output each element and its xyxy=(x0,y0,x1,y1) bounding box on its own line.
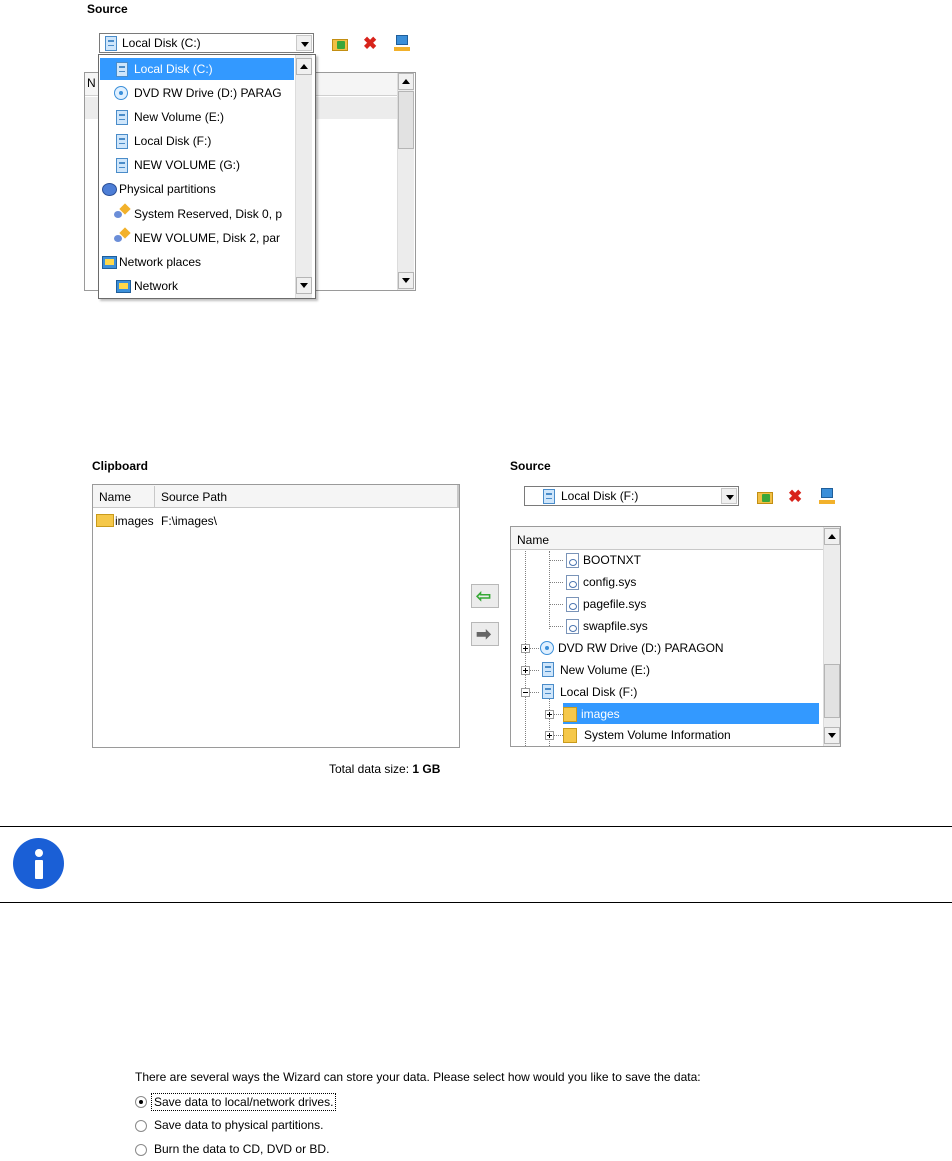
dropdown-item-label: Physical partitions xyxy=(119,182,216,196)
folder-icon xyxy=(563,728,577,743)
delete-icon[interactable]: ✖ xyxy=(788,487,803,506)
clipboard-list[interactable] xyxy=(92,484,460,748)
radio-physical-partitions[interactable] xyxy=(135,1120,147,1132)
add-to-clipboard-button[interactable] xyxy=(471,584,499,608)
folder-icon xyxy=(96,514,114,527)
total-value: 1 GB xyxy=(412,762,441,776)
row-source-path: F:\images\ xyxy=(161,514,218,528)
option-label: Save data to physical partitions. xyxy=(154,1118,324,1132)
network-icon xyxy=(116,280,131,293)
dropdown-item-label: NEW VOLUME, Disk 2, par xyxy=(134,231,281,245)
drive-icon xyxy=(543,489,555,504)
partition-icon xyxy=(114,229,130,243)
scrollbar[interactable] xyxy=(397,73,414,290)
total-data-size xyxy=(329,762,440,776)
source-drive-combo[interactable] xyxy=(99,33,314,53)
file-icon xyxy=(566,553,579,568)
tree-item-label: BOOTNXT xyxy=(583,553,642,567)
network-drive-icon[interactable] xyxy=(819,488,835,504)
name-column-header: N xyxy=(87,76,96,90)
expand-icon[interactable] xyxy=(521,666,530,675)
drive-icon xyxy=(116,158,128,173)
tree-item-label: Local Disk (F:) xyxy=(560,685,638,699)
partition-icon xyxy=(114,205,130,219)
source-label: Source xyxy=(87,2,128,16)
note-top-divider xyxy=(0,826,952,827)
column-header-source-path[interactable]: Source Path xyxy=(161,490,228,504)
chevron-down-icon[interactable] xyxy=(721,488,737,504)
dropdown-item-label: Local Disk (C:) xyxy=(134,62,213,76)
tree-scrollbar[interactable] xyxy=(823,527,840,746)
arrow-right-icon: ➡ xyxy=(476,624,492,644)
total-label: Total data size: xyxy=(329,762,413,776)
chevron-down-icon[interactable] xyxy=(296,35,312,51)
dropdown-item-label: Network places xyxy=(119,255,202,269)
network-drive-icon[interactable] xyxy=(394,35,410,51)
name-column-header[interactable]: Name xyxy=(517,533,550,547)
combo-value: Local Disk (C:) xyxy=(122,36,201,50)
file-icon xyxy=(566,597,579,612)
info-icon xyxy=(13,838,64,889)
drive-icon xyxy=(105,36,117,51)
arrow-left-icon: ⇦ xyxy=(476,586,492,606)
dropdown-item-label: DVD RW Drive (D:) PARAG xyxy=(134,86,282,100)
dropdown-item-label: Network xyxy=(134,279,179,293)
file-icon xyxy=(566,575,579,590)
row-name: images xyxy=(115,514,154,528)
tree-item-label: DVD RW Drive (D:) PARAGON xyxy=(558,641,724,655)
file-icon xyxy=(566,619,579,634)
remove-from-clipboard-button[interactable] xyxy=(471,622,499,646)
wizard-prompt: There are several ways the Wizard can store your data. Please select how would you like to save the data: xyxy=(135,1070,701,1084)
option-label: Burn the data to CD, DVD or BD. xyxy=(154,1142,330,1156)
combo-value: Local Disk (F:) xyxy=(561,489,639,503)
add-folder-icon[interactable] xyxy=(757,489,773,505)
collapse-icon[interactable] xyxy=(521,688,530,697)
radio-local-network[interactable] xyxy=(135,1096,147,1108)
source-label-2: Source xyxy=(510,459,551,473)
radio-burn-disc[interactable] xyxy=(135,1144,147,1156)
source-drive-combo-2[interactable] xyxy=(524,486,739,506)
expand-icon[interactable] xyxy=(545,731,554,740)
option-label: Save data to local/network drives. xyxy=(151,1093,336,1111)
partition-pie-icon xyxy=(102,183,117,196)
add-folder-icon[interactable] xyxy=(332,36,348,52)
drive-dropdown-list[interactable] xyxy=(98,54,316,299)
drive-icon xyxy=(116,134,128,149)
delete-icon[interactable]: ✖ xyxy=(363,34,378,53)
drive-icon xyxy=(116,62,128,77)
column-header-name[interactable]: Name xyxy=(99,490,132,504)
dropdown-item-label: System Reserved, Disk 0, p xyxy=(134,207,283,221)
dropdown-item-label: Local Disk (F:) xyxy=(134,134,212,148)
source-tree[interactable] xyxy=(510,526,841,747)
drive-icon xyxy=(116,110,128,125)
drive-icon xyxy=(542,684,554,699)
drive-icon xyxy=(542,662,554,677)
tree-item-label: swapfile.sys xyxy=(583,619,648,633)
disc-icon xyxy=(114,86,128,100)
tree-item-label: New Volume (E:) xyxy=(560,663,651,677)
expand-icon[interactable] xyxy=(545,710,554,719)
note-bottom-divider xyxy=(0,902,952,903)
dropdown-item-label: New Volume (E:) xyxy=(134,110,225,124)
tree-item-label: System Volume Information xyxy=(584,728,731,742)
dropdown-item-label: NEW VOLUME (G:) xyxy=(134,158,241,172)
dropdown-scrollbar[interactable] xyxy=(295,55,312,298)
network-places-icon xyxy=(102,256,117,269)
clipboard-label: Clipboard xyxy=(92,459,148,473)
tree-item-label: config.sys xyxy=(583,575,637,589)
disc-icon xyxy=(540,641,554,655)
tree-item-label: pagefile.sys xyxy=(583,597,647,611)
tree-item-label: images xyxy=(581,707,620,721)
folder-icon xyxy=(563,707,577,722)
expand-icon[interactable] xyxy=(521,644,530,653)
